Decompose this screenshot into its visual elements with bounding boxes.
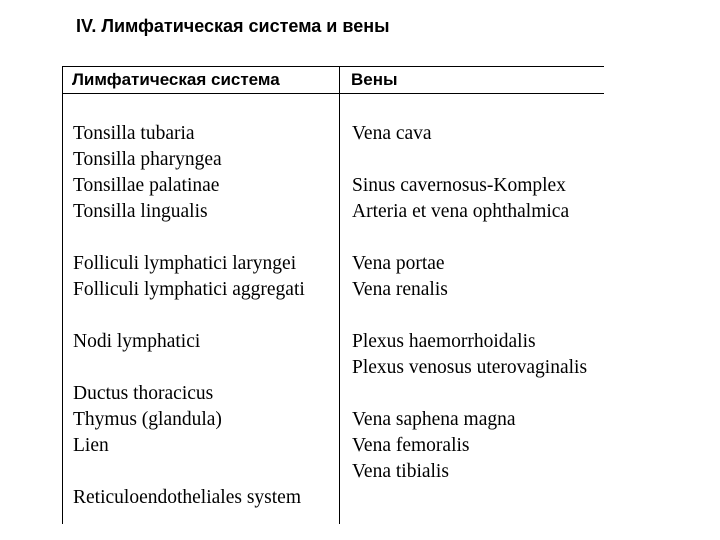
lymphatic-list — [73, 121, 305, 511]
list-item: Tonsilla pharyngea — [73, 149, 222, 170]
list-item: Plexus venosus uterovaginalis — [352, 357, 588, 378]
header-lymphatic-system: Лимфатическая система — [72, 70, 280, 89]
list-spacer — [352, 225, 587, 251]
header-veins: Вены — [351, 70, 398, 89]
list-spacer — [352, 147, 587, 173]
list-item: Nodi lymphatici — [73, 331, 201, 352]
list-spacer — [73, 303, 305, 329]
list-item: Sinus cavernosus-Komplex — [352, 175, 566, 196]
header-divider — [62, 93, 604, 94]
column-divider — [339, 66, 340, 524]
list-spacer — [73, 459, 305, 485]
list-item: Thymus (glandula) — [73, 409, 222, 430]
list-item: Vena portae — [352, 253, 445, 274]
list-item: Arteria et vena ophthalmica — [352, 201, 570, 222]
table-left-border — [62, 66, 63, 524]
list-item: Lien — [73, 435, 109, 456]
comparison-table — [62, 66, 604, 524]
list-item: Folliculi lymphatici aggregati — [73, 279, 305, 300]
list-spacer — [352, 381, 587, 407]
list-spacer — [352, 303, 587, 329]
list-item: Plexus haemorrhoidalis — [352, 331, 536, 352]
list-item: Tonsilla lingualis — [73, 201, 208, 222]
list-spacer — [73, 225, 305, 251]
table-top-border — [62, 66, 604, 67]
list-item: Vena saphena magna — [352, 409, 516, 430]
list-item: Vena cava — [352, 123, 432, 144]
list-item: Vena renalis — [352, 279, 448, 300]
list-item: Folliculi lymphatici laryngei — [73, 253, 297, 274]
list-item: Ductus thoracicus — [73, 383, 214, 404]
list-item: Tonsillae palatinae — [73, 175, 220, 196]
list-item: Vena femoralis — [352, 435, 470, 456]
list-spacer — [73, 355, 305, 381]
list-item: Reticuloendotheliales system — [73, 487, 301, 508]
page-title: IV. Лимфатическая система и вены — [76, 16, 390, 36]
list-item: Vena tibialis — [352, 461, 449, 482]
veins-list — [352, 121, 587, 485]
list-item: Tonsilla tubaria — [73, 123, 195, 144]
